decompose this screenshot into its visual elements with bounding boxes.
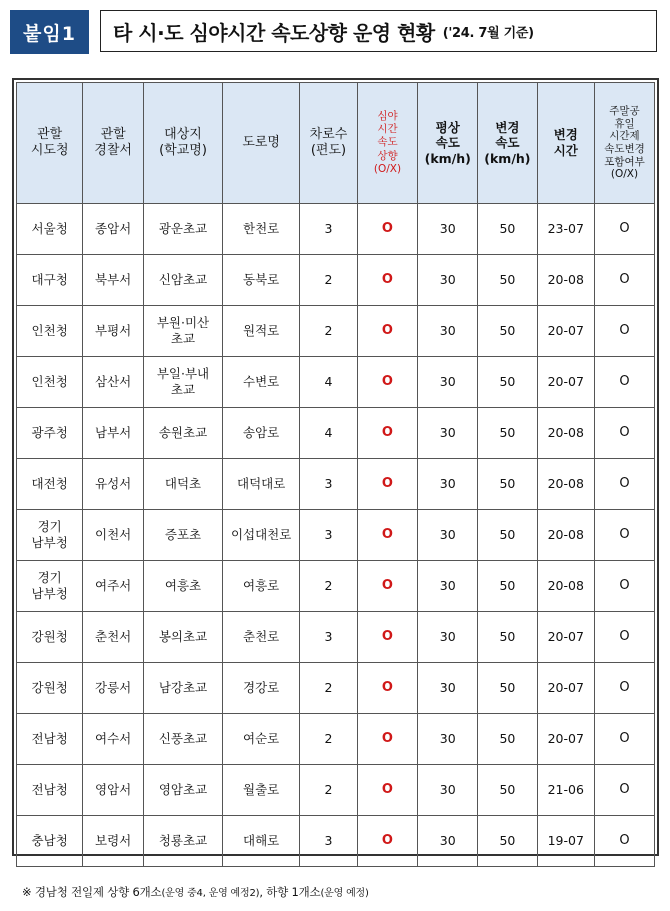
table-row (17, 357, 655, 408)
cell-province-agency: 대구청 (17, 255, 83, 306)
table-body (17, 204, 655, 867)
status-table (16, 82, 655, 867)
table-row (17, 561, 655, 612)
cell-changed-time: 20-08 (537, 459, 594, 510)
cell-lanes: 3 (300, 510, 357, 561)
cell-weekend-included: O (594, 408, 654, 459)
cell-night-speed-up: O (357, 816, 418, 867)
cell-school: 신암초교 (143, 255, 222, 306)
table-row (17, 816, 655, 867)
cell-school: 영암초교 (143, 765, 222, 816)
table-row (17, 459, 655, 510)
cell-province-agency: 전남청 (17, 765, 83, 816)
cell-province-agency: 강원청 (17, 663, 83, 714)
status-table-frame (12, 78, 659, 856)
table-header-row (17, 83, 655, 204)
cell-school: 봉의초교 (143, 612, 222, 663)
col-header-normal-speed: 평상 속도 (km/h) (418, 83, 478, 204)
cell-road: 한천로 (223, 204, 300, 255)
cell-province-agency: 전남청 (17, 714, 83, 765)
cell-road: 원적로 (223, 306, 300, 357)
cell-changed-time: 21-06 (537, 765, 594, 816)
cell-school: 부일·부내 초교 (143, 357, 222, 408)
cell-province-agency: 경기 남부청 (17, 561, 83, 612)
page-title: 타 시·도 심야시간 속도상향 운영 현황 (113, 20, 435, 45)
cell-normal-speed: 30 (418, 561, 478, 612)
cell-police-station: 보령서 (83, 816, 144, 867)
cell-changed-speed: 50 (478, 663, 537, 714)
cell-normal-speed: 30 (418, 510, 478, 561)
attachment-badge: 붙임1 (10, 10, 89, 54)
cell-changed-speed: 50 (478, 255, 537, 306)
footnote (22, 884, 369, 900)
cell-normal-speed: 30 (418, 612, 478, 663)
cell-school: 송원초교 (143, 408, 222, 459)
cell-night-speed-up: O (357, 612, 418, 663)
cell-changed-time: 19-07 (537, 816, 594, 867)
title-box (100, 10, 657, 52)
cell-province-agency: 경기 남부청 (17, 510, 83, 561)
cell-changed-speed: 50 (478, 306, 537, 357)
cell-lanes: 4 (300, 408, 357, 459)
cell-weekend-included: O (594, 663, 654, 714)
cell-weekend-included: O (594, 459, 654, 510)
cell-changed-speed: 50 (478, 765, 537, 816)
cell-road: 수변로 (223, 357, 300, 408)
cell-school: 광운초교 (143, 204, 222, 255)
cell-police-station: 유성서 (83, 459, 144, 510)
cell-changed-speed: 50 (478, 714, 537, 765)
cell-changed-speed: 50 (478, 561, 537, 612)
cell-lanes: 2 (300, 663, 357, 714)
cell-normal-speed: 30 (418, 306, 478, 357)
page-header (10, 10, 660, 54)
table-row (17, 663, 655, 714)
cell-province-agency: 서울청 (17, 204, 83, 255)
cell-school: 남강초교 (143, 663, 222, 714)
cell-police-station: 여주서 (83, 561, 144, 612)
cell-police-station: 남부서 (83, 408, 144, 459)
cell-lanes: 2 (300, 714, 357, 765)
cell-police-station: 부평서 (83, 306, 144, 357)
cell-changed-speed: 50 (478, 612, 537, 663)
cell-changed-time: 20-07 (537, 714, 594, 765)
cell-police-station: 춘천서 (83, 612, 144, 663)
col-header-weekend-included: 주말공 휴일 시간제 속도변경 포함여부 (O/X) (594, 83, 654, 204)
cell-changed-speed: 50 (478, 357, 537, 408)
cell-normal-speed: 30 (418, 255, 478, 306)
table-row (17, 510, 655, 561)
cell-lanes: 3 (300, 816, 357, 867)
cell-lanes: 4 (300, 357, 357, 408)
cell-road: 여순로 (223, 714, 300, 765)
table-row (17, 612, 655, 663)
cell-province-agency: 인천청 (17, 306, 83, 357)
cell-police-station: 삼산서 (83, 357, 144, 408)
cell-changed-speed: 50 (478, 459, 537, 510)
cell-police-station: 여수서 (83, 714, 144, 765)
cell-lanes: 2 (300, 306, 357, 357)
cell-night-speed-up: O (357, 408, 418, 459)
cell-night-speed-up: O (357, 357, 418, 408)
cell-school: 대덕초 (143, 459, 222, 510)
cell-road: 동북로 (223, 255, 300, 306)
table-row (17, 306, 655, 357)
cell-changed-time: 20-08 (537, 408, 594, 459)
table-row (17, 765, 655, 816)
cell-weekend-included: O (594, 306, 654, 357)
cell-road: 여흥로 (223, 561, 300, 612)
cell-night-speed-up: O (357, 663, 418, 714)
cell-night-speed-up: O (357, 306, 418, 357)
cell-changed-speed: 50 (478, 204, 537, 255)
cell-changed-time: 20-07 (537, 357, 594, 408)
cell-night-speed-up: O (357, 561, 418, 612)
cell-province-agency: 광주청 (17, 408, 83, 459)
footnote-note-1: (운영 중4, 운영 예정2) (161, 888, 260, 899)
cell-road: 송암로 (223, 408, 300, 459)
table-row (17, 714, 655, 765)
col-header-school: 대상지 (학교명) (143, 83, 222, 204)
cell-changed-time: 20-08 (537, 561, 594, 612)
cell-changed-speed: 50 (478, 510, 537, 561)
cell-normal-speed: 30 (418, 816, 478, 867)
cell-weekend-included: O (594, 561, 654, 612)
cell-road: 춘천로 (223, 612, 300, 663)
col-header-lanes: 차로수 (편도) (300, 83, 357, 204)
cell-changed-time: 20-08 (537, 510, 594, 561)
cell-road: 월출로 (223, 765, 300, 816)
cell-province-agency: 인천청 (17, 357, 83, 408)
col-header-changed-speed: 변경 속도 (km/h) (478, 83, 537, 204)
col-header-night-speed-up: 심야 시간 속도 상향 (O/X) (357, 83, 418, 204)
cell-weekend-included: O (594, 612, 654, 663)
cell-normal-speed: 30 (418, 204, 478, 255)
cell-night-speed-up: O (357, 459, 418, 510)
cell-night-speed-up: O (357, 765, 418, 816)
cell-weekend-included: O (594, 510, 654, 561)
cell-lanes: 3 (300, 204, 357, 255)
col-header-changed-time: 변경 시간 (537, 83, 594, 204)
cell-night-speed-up: O (357, 255, 418, 306)
cell-normal-speed: 30 (418, 663, 478, 714)
cell-province-agency: 강원청 (17, 612, 83, 663)
cell-police-station: 북부서 (83, 255, 144, 306)
footnote-middle: , 하향 1개소 (259, 885, 321, 899)
cell-weekend-included: O (594, 765, 654, 816)
cell-changed-speed: 50 (478, 408, 537, 459)
cell-school: 증포초 (143, 510, 222, 561)
table-row (17, 408, 655, 459)
page-subtitle: ('24. 7월 기준) (442, 25, 534, 41)
cell-normal-speed: 30 (418, 765, 478, 816)
cell-weekend-included: O (594, 255, 654, 306)
cell-school: 부원·미산 초교 (143, 306, 222, 357)
cell-police-station: 강릉서 (83, 663, 144, 714)
cell-changed-time: 20-07 (537, 612, 594, 663)
col-header-police-station: 관할 경찰서 (83, 83, 144, 204)
cell-province-agency: 충남청 (17, 816, 83, 867)
cell-changed-time: 20-07 (537, 663, 594, 714)
cell-normal-speed: 30 (418, 408, 478, 459)
cell-normal-speed: 30 (418, 357, 478, 408)
cell-province-agency: 대전청 (17, 459, 83, 510)
cell-police-station: 이천서 (83, 510, 144, 561)
cell-school: 신풍초교 (143, 714, 222, 765)
cell-changed-time: 23-07 (537, 204, 594, 255)
cell-road: 이섭대천로 (223, 510, 300, 561)
footnote-note-2: (운영 예정) (320, 888, 369, 899)
cell-police-station: 영암서 (83, 765, 144, 816)
cell-lanes: 3 (300, 459, 357, 510)
cell-weekend-included: O (594, 816, 654, 867)
cell-normal-speed: 30 (418, 459, 478, 510)
table-row (17, 204, 655, 255)
cell-weekend-included: O (594, 357, 654, 408)
cell-night-speed-up: O (357, 204, 418, 255)
cell-lanes: 3 (300, 612, 357, 663)
cell-lanes: 2 (300, 765, 357, 816)
table-row (17, 255, 655, 306)
cell-weekend-included: O (594, 714, 654, 765)
cell-weekend-included: O (594, 204, 654, 255)
cell-road: 대해로 (223, 816, 300, 867)
cell-lanes: 2 (300, 255, 357, 306)
col-header-province-agency: 관할 시도청 (17, 83, 83, 204)
cell-night-speed-up: O (357, 714, 418, 765)
cell-changed-time: 20-08 (537, 255, 594, 306)
cell-road: 대덕대로 (223, 459, 300, 510)
cell-changed-time: 20-07 (537, 306, 594, 357)
cell-police-station: 종암서 (83, 204, 144, 255)
cell-lanes: 2 (300, 561, 357, 612)
cell-school: 여흥초 (143, 561, 222, 612)
col-header-road: 도로명 (223, 83, 300, 204)
cell-road: 경강로 (223, 663, 300, 714)
cell-school: 청룡초교 (143, 816, 222, 867)
cell-normal-speed: 30 (418, 714, 478, 765)
cell-changed-speed: 50 (478, 816, 537, 867)
cell-night-speed-up: O (357, 510, 418, 561)
footnote-prefix: ※ 경남청 전일제 상향 6개소 (22, 885, 162, 899)
